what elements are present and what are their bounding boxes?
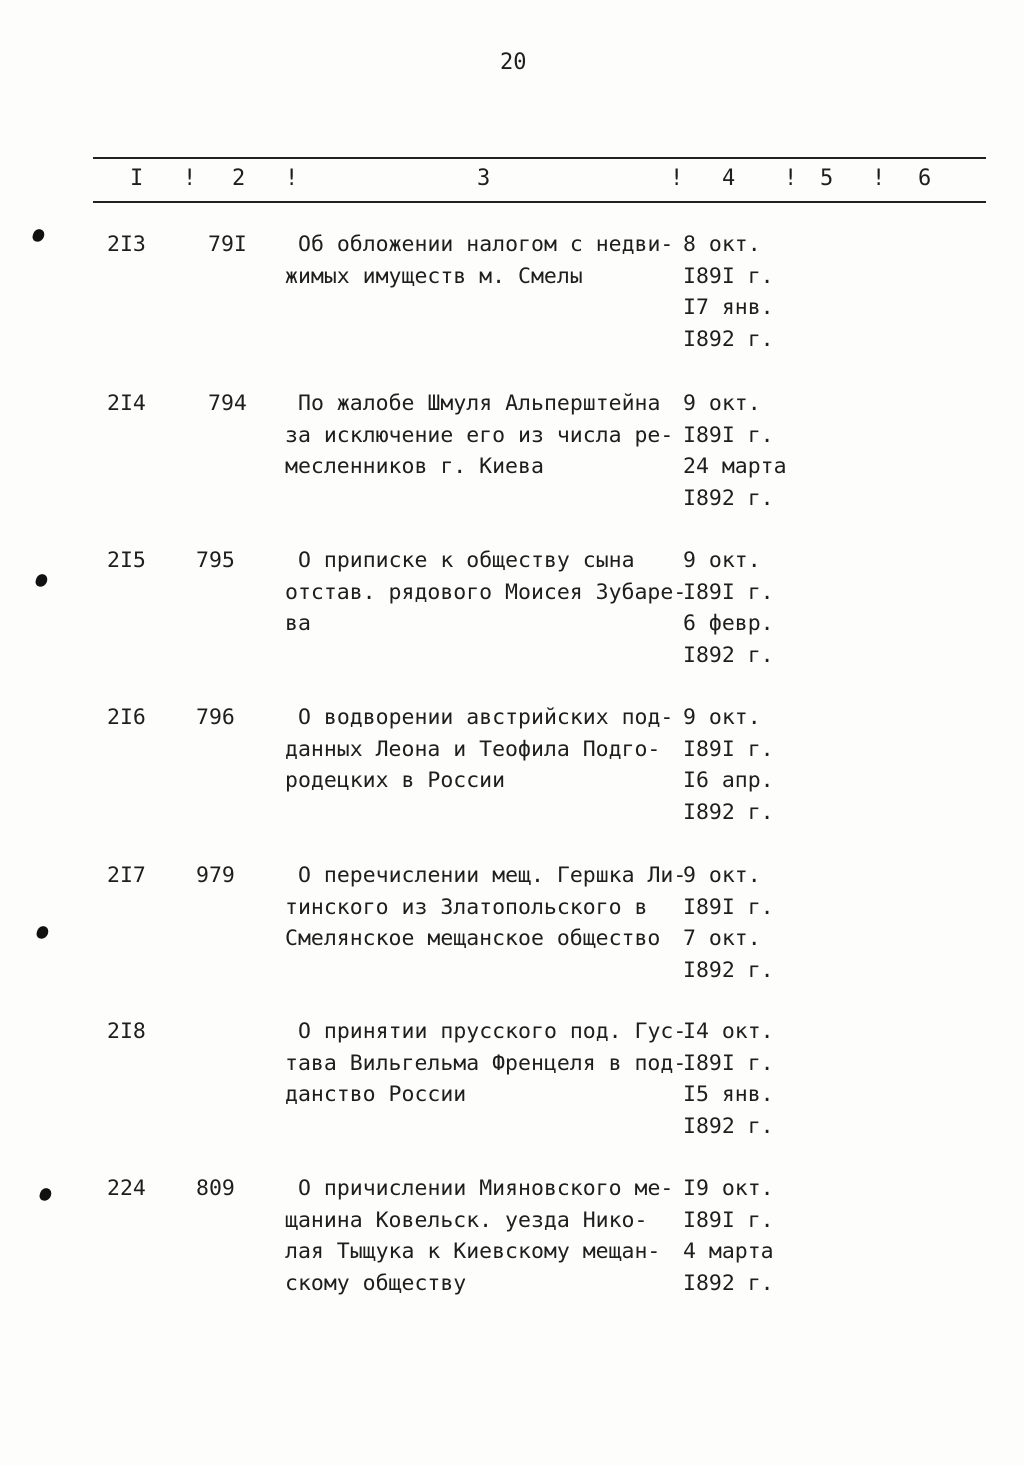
case-dates: 9 окт. I89I г. I6 апр. I892 г.: [683, 705, 774, 825]
header-bottom-rule: [93, 201, 986, 203]
header-separator: !: [285, 166, 299, 191]
case-title: По жалобе Шмуля Альперштейна за исключение его из числа ре- месленников г. Киева: [285, 391, 674, 479]
header-separator: !: [872, 166, 886, 191]
record-number: 2I3: [107, 232, 146, 257]
page-number: 20: [500, 50, 527, 75]
record-number: 2I5: [107, 548, 146, 573]
table-row: [0, 388, 1024, 518]
header-col-4: 4: [722, 166, 736, 191]
case-number: 794: [208, 391, 247, 416]
case-number: 795: [196, 548, 235, 573]
case-number: 79I: [208, 232, 247, 257]
header-col-3: 3: [477, 166, 491, 191]
case-title: О принятии прусского под. Гус- тава Вильгельма Френцеля в под- данство России: [285, 1019, 687, 1107]
record-number: 2I6: [107, 705, 146, 730]
case-dates: 8 окт. I89I г. I7 янв. I892 г.: [683, 232, 774, 352]
table-row: [0, 702, 1024, 832]
header-col-2: 2: [232, 166, 246, 191]
table-row: [0, 545, 1024, 675]
header-col-1: I: [130, 166, 144, 191]
table-row: [0, 1173, 1024, 1313]
case-title: О перечислении мещ. Гершка Ли- тинского из Златопольского в Смелянское мещанское общество: [285, 863, 687, 951]
case-dates: 9 окт. I89I г. 7 окт. I892 г.: [683, 863, 774, 983]
header-separator: !: [183, 166, 197, 191]
table-row: [0, 1016, 1024, 1146]
case-title: О водворении австрийских под- данных Леона и Теофила Подго- родецких в России: [285, 705, 674, 793]
case-title: О приписке к обществу сына отстав. рядового Моисея Зубаре- ва: [285, 548, 687, 636]
case-dates: I4 окт. I89I г. I5 янв. I892 г.: [683, 1019, 774, 1139]
case-number: 979: [196, 863, 235, 888]
record-number: 2I8: [107, 1019, 146, 1044]
header-separator: !: [784, 166, 798, 191]
case-dates: 9 окт. I89I г. 6 февр. I892 г.: [683, 548, 774, 668]
header-separator: !: [670, 166, 684, 191]
case-number: 796: [196, 705, 235, 730]
table-row: [0, 860, 1024, 990]
record-number: 2I4: [107, 391, 146, 416]
case-title: Об обложении налогом с недви- жимых имуществ м. Смелы: [285, 232, 674, 289]
case-number: 809: [196, 1176, 235, 1201]
record-number: 2I7: [107, 863, 146, 888]
record-number: 224: [107, 1176, 146, 1201]
case-dates: 9 окт. I89I г. 24 марта I892 г.: [683, 391, 787, 511]
header-top-rule: [93, 157, 986, 159]
table-row: [0, 229, 1024, 359]
case-title: О причислении Мияновского ме- щанина Ковельск. уезда Нико- лая Тыщука к Киевскому мещан- скому обществу: [285, 1176, 674, 1296]
case-dates: I9 окт. I89I г. 4 марта I892 г.: [683, 1176, 774, 1296]
header-col-5: 5: [820, 166, 834, 191]
header-col-6: 6: [918, 166, 932, 191]
